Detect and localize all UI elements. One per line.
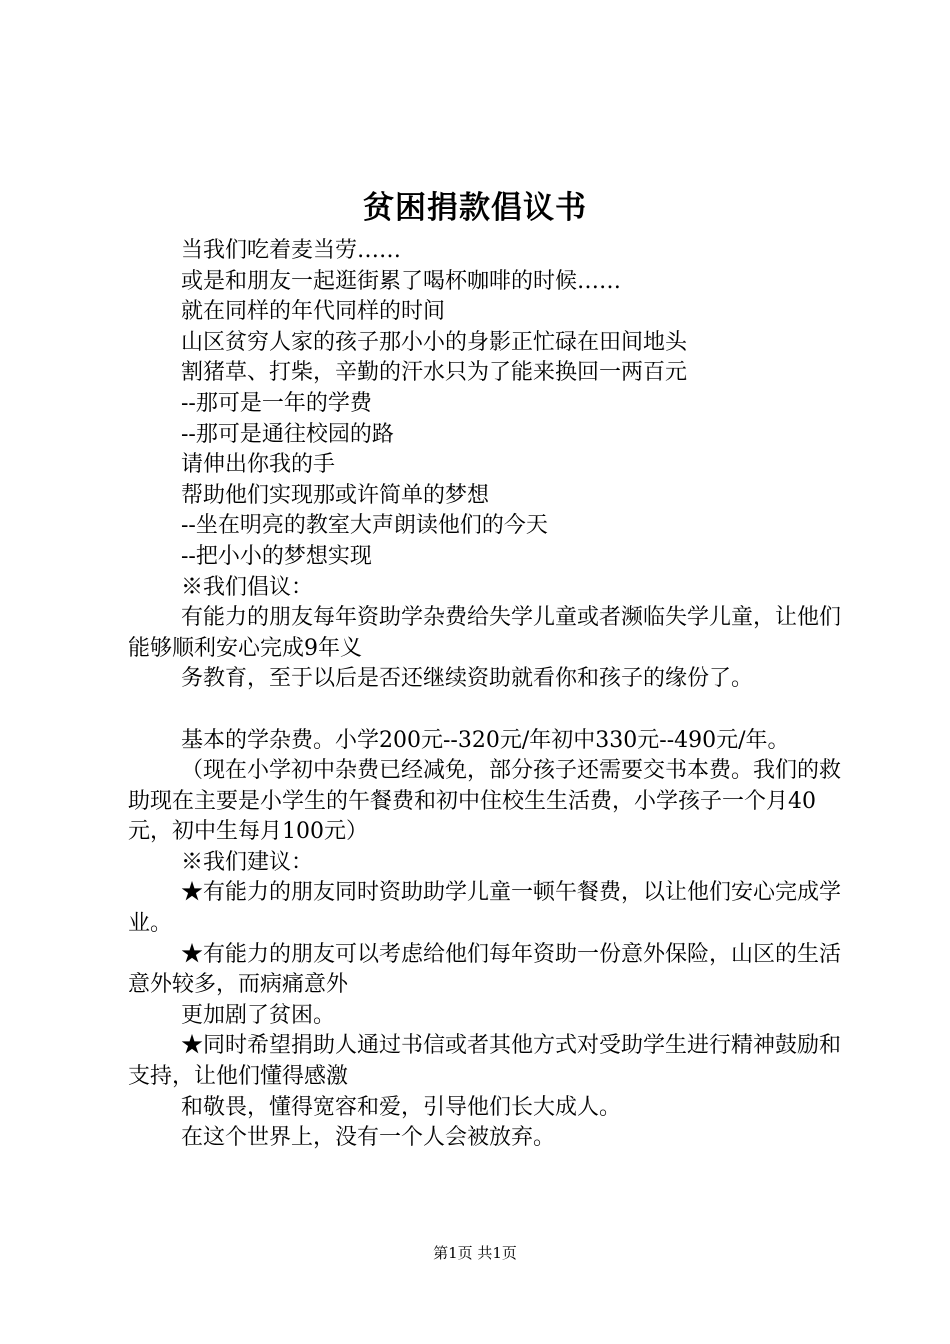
body-line: 请伸出你我的手 [181,452,336,478]
page-number-footer: 第1页 共1页 [433,1244,517,1262]
body-line: 割猪草、打柴，辛勤的汗水只为了能来换回一两百元 [181,360,688,386]
body-line: 山区贫穷人家的孩子那小小的身影正忙碌在田间地头 [181,329,688,355]
closing-line: 在这个世界上，没有一个人会被放弃。 [181,1125,556,1151]
body-line: --那可是一年的学费 [181,390,372,416]
suggestion-item-continued: 更加剧了贫困。 [181,1002,336,1028]
note-paragraph: （现在小学初中杂费已经减免，部分孩子还需要交书本费。我们的救助现在主要是小学生的午餐费和初中住校生生活费，小学孩子一个月40元，初中生每月100元） [128,758,842,845]
body-line: --把小小的梦想实现 [181,543,372,569]
document-body [128,236,843,1154]
suggestion-heading: ※我们建议： [181,849,314,875]
document-title: 贫困捐款倡议书 [363,190,587,226]
fee-paragraph: 基本的学杂费。小学200元--320元/年初中330元--490元/年。 [181,727,790,753]
suggestion-item: ★有能力的朋友同时资助助学儿童一顿午餐费，以让他们安心完成学业。 [128,880,842,937]
suggestion-item-continued: 和敬畏，懂得宽容和爱，引导他们长大成人。 [181,1094,622,1120]
blank-line [128,695,843,726]
suggestion-item: ★同时希望捐助人通过书信或者其他方式对受助学生进行精神鼓励和支持，让他们懂得感激 [128,1033,842,1090]
body-line: --那可是通往校园的路 [181,421,394,447]
proposal-heading: ※我们倡议： [181,574,314,600]
body-line: 就在同样的年代同样的时间 [181,299,446,325]
proposal-paragraph: 有能力的朋友每年资助学杂费给失学儿童或者濒临失学儿童，让他们能够顺利安心完成9年义 [128,605,842,661]
body-line: 或是和朋友一起逛街累了喝杯咖啡的时候…… [181,268,622,294]
body-line: 帮助他们实现那或许简单的梦想 [181,482,490,508]
body-line: 当我们吃着麦当劳…… [181,238,402,263]
proposal-paragraph-continued: 务教育，至于以后是否还继续资助就看你和孩子的缘份了。 [181,666,754,692]
suggestion-item: ★有能力的朋友可以考虑给他们每年资助一份意外保险，山区的生活意外较多，而病痛意外 [128,941,842,998]
body-line: --坐在明亮的教室大声朗读他们的今天 [181,513,548,539]
